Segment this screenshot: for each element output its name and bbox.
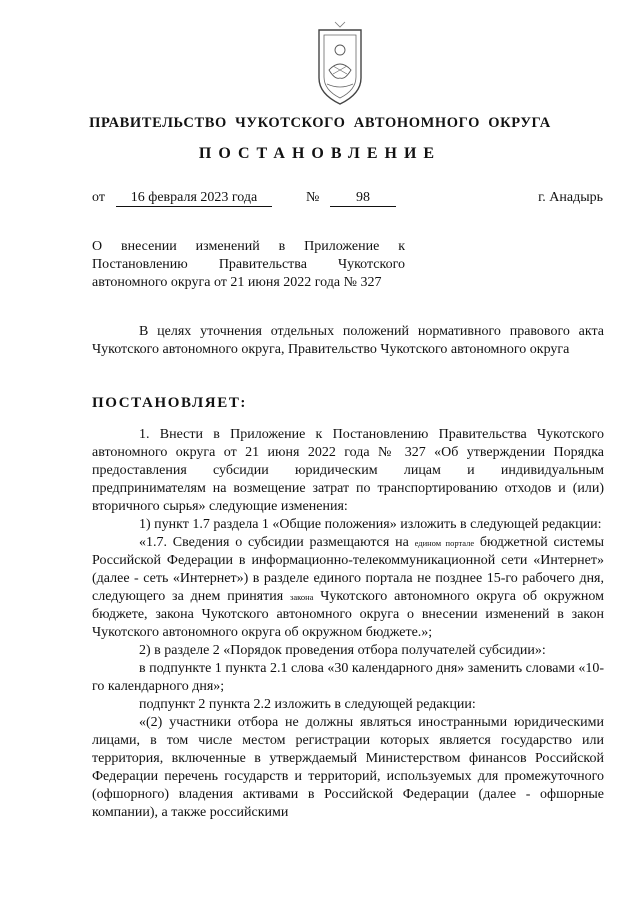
item-2: 2) в разделе 2 «Порядок проведения отбора получателей субсидии»: [139,643,546,658]
paragraph-fragment: «1.7. Сведения о субсидии размещаются на [139,535,409,550]
paragraph-fragment: бюджетной системы Российской Федерации в информационно-телекоммуникационной сети «Интернет» (далее - сеть «Интернет») в разделе единого портала не позднее 15-го рабочего дня, следующего за днем принятия [92,535,604,604]
resolves-heading: ПОСТАНОВЛЯЕТ: [92,395,248,411]
decree-number: 98 [330,190,396,207]
item-2-2-text: «(2) участники отбора не должны являться иностранными юридическими лицами, в том числе местом регистрации которых является государство или территория, включенные в утверждаемый Министерством финансов Российской Федерации перечень государств и территорий, используемых для промежуточного (офшорного) владения активами в Российской Федерации (далее - офшорные компании), а также российскими [92,715,604,820]
government-title: ПРАВИТЕЛЬСТВО ЧУКОТСКОГО АВТОНОМНОГО ОКРУГА [89,115,551,131]
paragraph-fragment: Чукотского автономного округа об окружном бюджете, закона Чукотского автономного округа о внесении изменений в закон Чукотского автономного округа об окружном бюджете.»; [92,589,604,640]
item-2-1: в подпункте 1 пункта 2.1 слова «30 календарного дня» заменить словами «10-го календарного дня»; [92,661,604,694]
decree-title: О внесении изменений в Приложение к Постановлению Правительства Чукотского автономного округа от 21 июня 2022 года № 327 [92,239,405,290]
city: г. Анадырь [538,190,603,205]
coat-of-arms-emblem [305,20,375,108]
item-1-1: 1) пункт 1.7 раздела 1 «Общие положения» изложить в следующей редакции: [139,517,602,532]
item-1-7-text [92,534,604,642]
decree-body [92,426,604,822]
item-1: 1. Внести в Приложение к Постановлению Правительства Чукотского автономного округа от 21 июня 2022 года № 327 «Об утверждении Порядка предоставления субсидии юридическим лицам и индивидуальным предпринимателям на возмещение затрат по транспортированию отходов и (или) вторичного сырья» следующие изменения: [92,427,604,514]
paragraph-fragment-small: едином портале [414,538,475,548]
document-type: ПОСТАНОВЛЕНИЕ [198,145,442,162]
paragraph-fragment-small: закона [290,592,314,602]
number-label: № [306,190,320,205]
decree-date: 16 февраля 2023 года [116,190,272,207]
from-label: от [92,190,105,205]
preamble: В целях уточнения отдельных положений нормативного правового акта Чукотского автономного округа, Правительство Чукотского автономного округа [92,324,604,357]
item-2-2: подпункт 2 пункта 2.2 изложить в следующей редакции: [139,697,476,712]
